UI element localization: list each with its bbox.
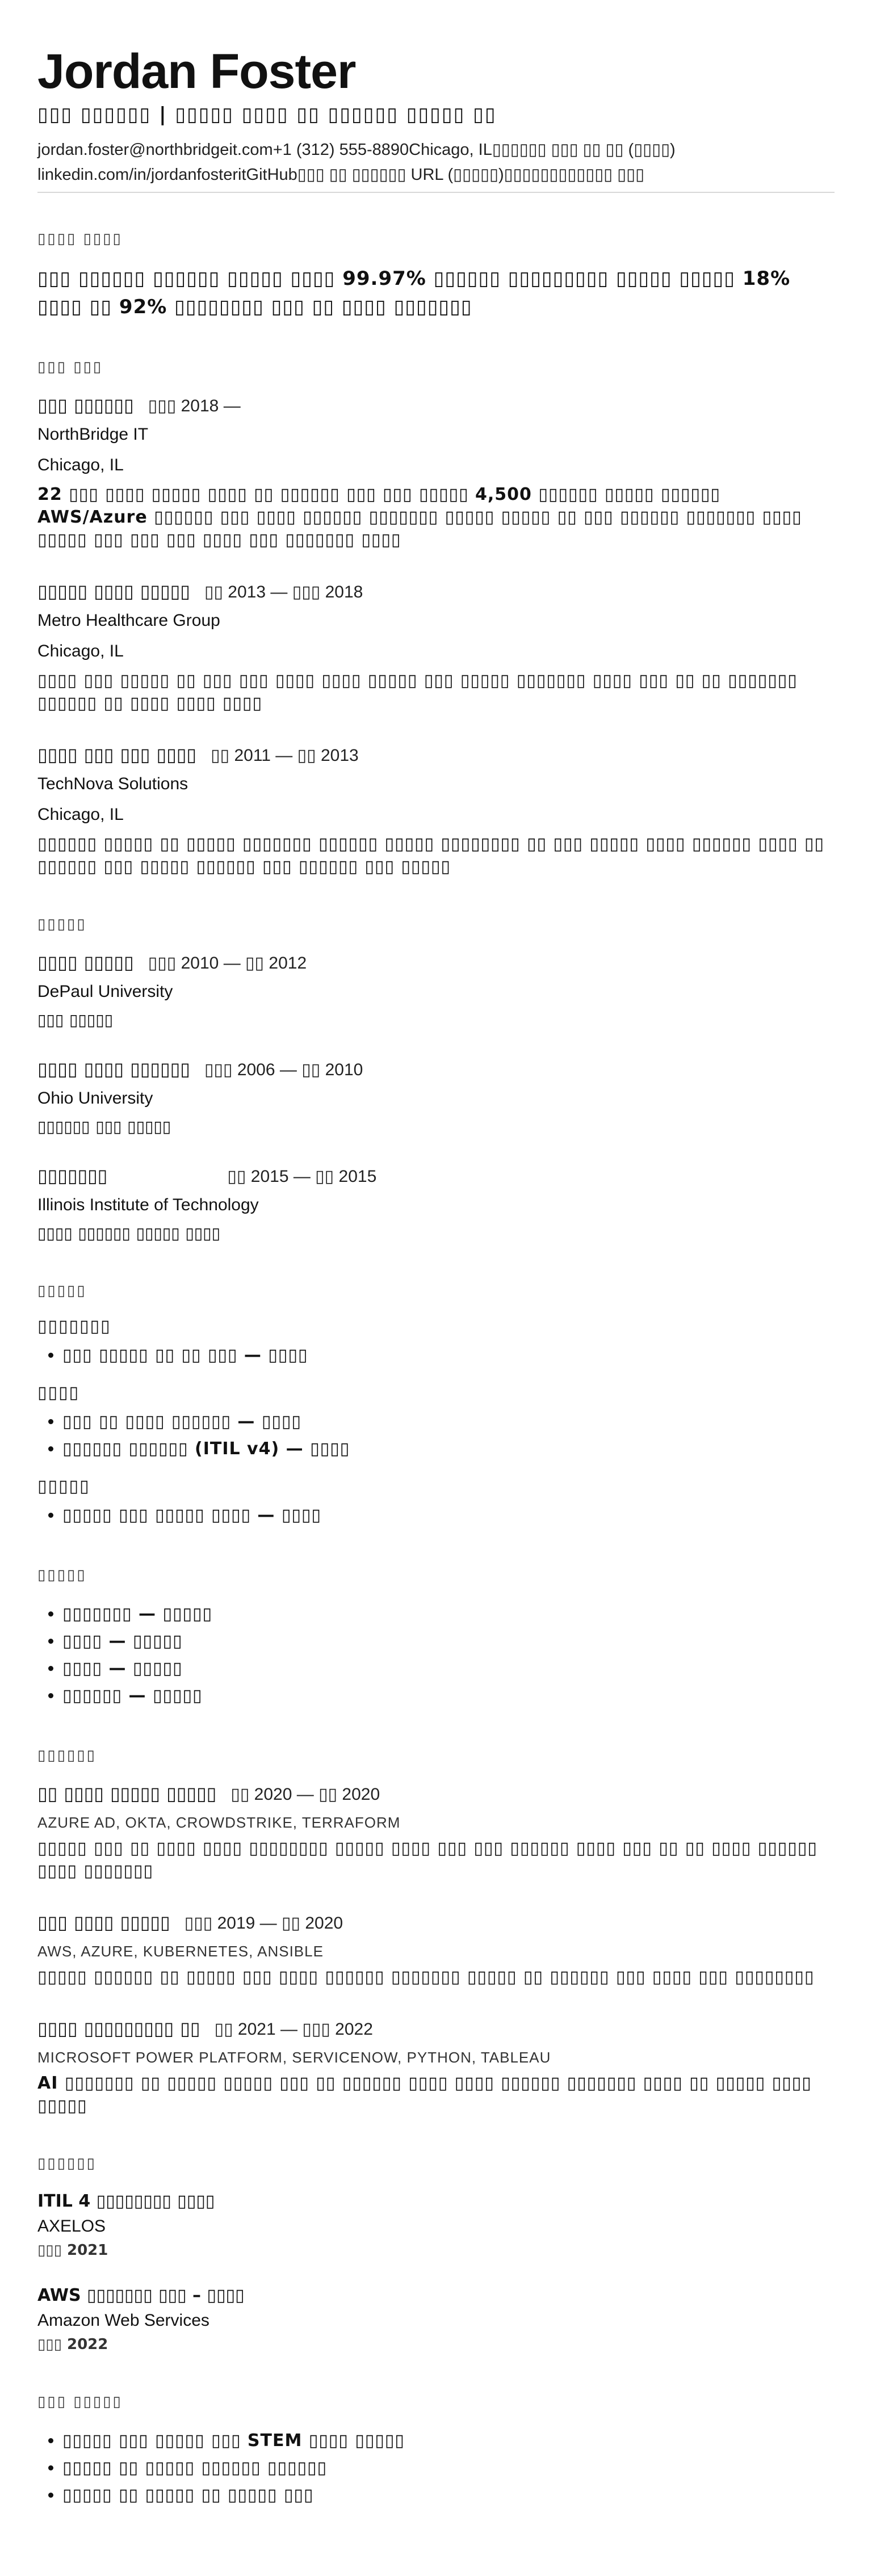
- job-title-line: [37, 579, 835, 605]
- job-location: Chicago, IL: [37, 642, 124, 660]
- skill-item: • ▯▯▯▯▯ ▯▯▯ ▯▯▯▯▯ ▯▯▯▯ — ▯▯▯▯: [62, 1502, 835, 1529]
- education-detail: ▯▯▯▯ ▯▯▯▯▯▯ ▯▯▯▯▯ ▯▯▯▯: [37, 1224, 220, 1243]
- job-title: ▯▯▯▯▯ ▯▯▯▯ ▯▯▯▯▯: [37, 580, 190, 602]
- project-name: ▯▯▯▯ ▯▯▯▯▯▯▯▯▯ ▯▯: [37, 2018, 200, 2039]
- project-description: ▯▯▯▯▯ ▯▯▯ ▯▯ ▯▯▯▯ ▯▯▯▯ ▯▯▯▯▯▯▯▯ ▯▯▯▯▯ ▯▯▯▯ ▯▯▯ ▯▯▯ ▯▯▯▯▯▯ ▯▯▯▯ ▯▯▯ ▯▯ ▯▯ ▯▯▯▯ ▯▯▯▯▯▯ ▯▯▯▯ ▯▯▯▯▯▯▯: [37, 1838, 818, 1881]
- degree-line: [37, 1057, 835, 1083]
- section-title: ▯▯▯▯▯: [37, 1282, 87, 1299]
- education-detail: ▯▯▯▯▯▯ ▯▯▯ ▯▯▯▯▯: [37, 1117, 171, 1136]
- language-item: • ▯▯▯▯▯▯▯ — ▯▯▯▯▯: [62, 1601, 835, 1628]
- other-note: ▯▯▯▯▯▯▯▯▯▯▯▯ ▯▯▯: [504, 166, 645, 184]
- employer: NorthBridge IT: [37, 425, 149, 444]
- projects-section: [37, 1747, 835, 2118]
- certification-issuer: AXELOS: [37, 2217, 106, 2236]
- volunteer-section: [37, 2393, 835, 2509]
- school: DePaul University: [37, 982, 173, 1001]
- school: Illinois Institute of Technology: [37, 1196, 259, 1214]
- project-name: ▯▯▯ ▯▯▯▯ ▯▯▯▯▯: [37, 1912, 170, 1933]
- job-description: ▯▯▯▯ ▯▯▯ ▯▯▯▯▯ ▯▯ ▯▯▯ ▯▯▯ ▯▯▯▯ ▯▯▯▯ ▯▯▯▯▯ ▯▯▯ ▯▯▯▯▯ ▯▯▯▯▯▯▯ ▯▯▯▯ ▯▯▯ ▯▯ ▯▯ ▯▯▯▯▯▯▯ ▯▯▯▯▯▯ ▯▯ ▯▯▯▯ ▯▯▯▯ ▯▯▯▯: [37, 671, 798, 713]
- project-description: ▯▯▯▯▯ ▯▯▯▯▯▯ ▯▯ ▯▯▯▯▯ ▯▯▯ ▯▯▯▯ ▯▯▯▯▯▯ ▯▯▯▯▯▯▯ ▯▯▯▯▯ ▯▯ ▯▯▯▯▯▯ ▯▯▯ ▯▯▯▯ ▯▯▯ ▯▯▯▯▯▯▯▯: [37, 1967, 815, 1987]
- skill-group-title: ▯▯▯▯▯: [37, 1476, 90, 1496]
- volunteer-item: • ▯▯▯▯▯ ▯▯ ▯▯▯▯▯ ▯▯ ▯▯▯▯▯ ▯▯▯: [62, 2482, 835, 2509]
- job-dates: ▯▯▯ 2018 —: [148, 397, 241, 415]
- project-dates: ▯▯▯ 2019 — ▯▯ 2020: [184, 1914, 343, 1933]
- section-title: ▯▯▯▯▯▯: [37, 2155, 97, 2172]
- volunteer-list: [37, 2427, 835, 2509]
- degree-line: [37, 1163, 835, 1189]
- project-title-line: [37, 2016, 835, 2042]
- school: Ohio University: [37, 1089, 153, 1108]
- job-entry: [37, 742, 835, 878]
- certifications-section: [37, 2155, 835, 2356]
- section-title: ▯▯▯ ▯▯▯: [37, 359, 103, 376]
- skill-group-title: ▯▯▯▯: [37, 1383, 80, 1403]
- education-entry: [37, 950, 835, 1032]
- header-divider: [37, 192, 835, 193]
- job-dates: ▯▯ 2011 — ▯▯ 2013: [211, 746, 359, 765]
- github-note: ▯▯▯ ▯▯ ▯▯▯▯▯▯ URL (▯▯▯▯▯): [297, 166, 504, 184]
- summary-text: ▯▯▯ ▯▯▯▯▯▯ ▯▯▯▯▯▯ ▯▯▯▯▯ ▯▯▯▯ 99.97% ▯▯▯▯▯▯ ▯▯▯▯▯▯▯▯▯ ▯▯▯▯▯ ▯▯▯▯▯ 18% ▯▯▯▯ ▯▯ 92% ▯▯▯▯▯▯▯▯ ▯▯▯ ▯▯ ▯▯▯▯ ▯▯▯▯▯▯▯: [37, 267, 791, 318]
- volunteer-item: • ▯▯▯▯▯ ▯▯▯ ▯▯▯▯▯ ▯▯▯ STEM ▯▯▯▯ ▯▯▯▯▯: [62, 2427, 835, 2455]
- job-description: ▯▯▯▯▯▯ ▯▯▯▯▯ ▯▯ ▯▯▯▯▯ ▯▯▯▯▯▯▯ ▯▯▯▯▯▯ ▯▯▯▯▯ ▯▯▯▯▯▯▯▯ ▯▯ ▯▯▯ ▯▯▯▯▯ ▯▯▯▯ ▯▯▯▯▯▯ ▯▯▯▯ ▯▯ ▯▯▯▯▯▯ ▯▯▯ ▯▯▯▯▯ ▯▯▯▯▯▯ ▯▯▯ ▯▯▯▯▯▯ ▯▯▯ ▯▯▯▯▯: [37, 834, 824, 877]
- education-section: [37, 916, 835, 1245]
- candidate-name: Jordan Foster: [37, 44, 356, 99]
- skill-list: [37, 1342, 835, 1369]
- skill-item: • ▯▯▯▯▯▯ ▯▯▯▯▯▯ (ITIL v4) — ▯▯▯▯: [62, 1436, 835, 1463]
- employer: Metro Healthcare Group: [37, 611, 220, 630]
- project-title-line: [37, 1781, 835, 1807]
- section-title: ▯▯▯▯▯▯: [37, 1747, 97, 1764]
- job-entry: [37, 579, 835, 715]
- certification-name: ITIL 4 ▯▯▯▯▯▯▯▯ ▯▯▯▯: [37, 2191, 215, 2211]
- job-dates: ▯▯ 2013 — ▯▯▯ 2018: [204, 583, 363, 601]
- language-item: • ▯▯▯▯ — ▯▯▯▯▯: [62, 1655, 835, 1682]
- project-tech: MICROSOFT POWER PLATFORM, SERVICENOW, PYTHON, TABLEAU: [37, 2049, 551, 2066]
- contact-row-1: [37, 137, 835, 162]
- language-item: • ▯▯▯▯ — ▯▯▯▯▯: [62, 1628, 835, 1655]
- certification-entry: [37, 2189, 835, 2262]
- degree: ▯▯▯▯▯▯▯: [37, 1165, 108, 1186]
- project-dates: ▯▯ 2021 — ▯▯▯ 2022: [214, 2020, 373, 2039]
- contact-row-2: [37, 162, 835, 187]
- project-entry: [37, 1910, 835, 1989]
- language-list: [37, 1601, 835, 1710]
- languages-section: [37, 1567, 835, 1710]
- project-entry: [37, 1781, 835, 1883]
- section-title: ▯▯▯▯▯: [37, 1567, 87, 1584]
- experience-section: [37, 359, 835, 878]
- project-title-line: [37, 1910, 835, 1936]
- education-entry: [37, 1163, 835, 1245]
- location: Chicago, IL: [409, 141, 492, 159]
- certification-date: ▯▯▯ 2021: [37, 2242, 108, 2259]
- degree: ▯▯▯▯ ▯▯▯▯ ▯▯▯▯▯▯: [37, 1058, 190, 1080]
- education-dates: ▯▯▯ 2006 — ▯▯ 2010: [204, 1060, 363, 1079]
- github-link[interactable]: GitHub: [246, 166, 297, 184]
- project-tech: AZURE AD, OKTA, CROWDSTRIKE, TERRAFORM: [37, 1814, 401, 1831]
- job-description: 22 ▯▯▯ ▯▯▯▯ ▯▯▯▯▯ ▯▯▯▯ ▯▯ ▯▯▯▯▯▯ ▯▯▯ ▯▯▯ ▯▯▯▯▯ 4,500 ▯▯▯▯▯▯ ▯▯▯▯▯ ▯▯▯▯▯▯ AWS/Azure ▯▯▯▯▯▯ ▯▯▯ ▯▯▯▯ ▯▯▯▯▯▯ ▯▯▯▯▯▯▯ ▯▯▯▯▯ ▯▯▯▯▯ ▯▯ ▯▯▯ ▯▯▯▯▯▯ ▯▯▯▯▯▯▯ ▯▯▯▯ ▯▯▯▯▯ ▯▯▯ ▯▯▯ ▯▯▯ ▯▯▯▯ ▯▯▯ ▯▯▯▯▯▯▯ ▯▯▯▯: [37, 485, 802, 550]
- skill-list: [37, 1408, 835, 1463]
- skill-list: [37, 1502, 835, 1529]
- certification-entry: [37, 2283, 835, 2356]
- education-dates: ▯▯ 2015 — ▯▯ 2015: [227, 1167, 377, 1186]
- project-name: ▯▯ ▯▯▯▯ ▯▯▯▯▯ ▯▯▯▯▯: [37, 1783, 217, 1804]
- headline: ▯▯▯ ▯▯▯▯▯▯ | ▯▯▯▯▯ ▯▯▯▯ ▯▯ ▯▯▯▯▯▯ ▯▯▯▯▯ ▯▯: [37, 103, 497, 126]
- skills-section: [37, 1282, 835, 1529]
- contact-note: ▯▯▯▯▯▯ ▯▯▯ ▯▯ ▯▯ (▯▯▯▯): [492, 141, 676, 159]
- skill-item: • ▯▯▯ ▯▯▯▯▯ ▯▯ ▯▯ ▯▯▯ — ▯▯▯▯: [62, 1342, 835, 1369]
- linkedin-link[interactable]: linkedin.com/in/jordanfosterit: [37, 166, 246, 184]
- degree-line: [37, 950, 835, 976]
- contact-block: [37, 137, 835, 187]
- job-title: ▯▯▯▯ ▯▯▯ ▯▯▯ ▯▯▯▯: [37, 744, 196, 765]
- job-location: Chicago, IL: [37, 805, 124, 824]
- certification-name: AWS ▯▯▯▯▯▯▯ ▯▯▯ – ▯▯▯▯: [37, 2285, 245, 2305]
- project-dates: ▯▯ 2020 — ▯▯ 2020: [230, 1785, 380, 1804]
- phone-number: +1 (312) 555-8890: [272, 141, 409, 159]
- volunteer-item: • ▯▯▯▯▯ ▯▯ ▯▯▯▯▯ ▯▯▯▯▯▯ ▯▯▯▯▯▯: [62, 2455, 835, 2482]
- job-title-line: [37, 742, 835, 768]
- job-title-line: [37, 393, 835, 419]
- job-location: Chicago, IL: [37, 456, 124, 474]
- section-title: ▯▯▯▯▯: [37, 916, 87, 933]
- education-detail: ▯▯▯ ▯▯▯▯▯: [37, 1011, 114, 1029]
- certification-date: ▯▯▯ 2022: [37, 2336, 108, 2353]
- skill-item: • ▯▯▯ ▯▯ ▯▯▯▯ ▯▯▯▯▯▯ — ▯▯▯▯: [62, 1408, 835, 1436]
- employer: TechNova Solutions: [37, 775, 188, 793]
- job-entry: [37, 393, 835, 552]
- project-tech: AWS, AZURE, KUBERNETES, ANSIBLE: [37, 1943, 324, 1960]
- job-title: ▯▯▯ ▯▯▯▯▯▯: [37, 394, 134, 416]
- education-entry: [37, 1057, 835, 1138]
- project-entry: [37, 2016, 835, 2118]
- skill-group-title: ▯▯▯▯▯▯▯: [37, 1316, 111, 1336]
- project-description: AI ▯▯▯▯▯▯▯ ▯▯ ▯▯▯▯▯ ▯▯▯▯▯ ▯▯▯ ▯▯ ▯▯▯▯▯▯ ▯▯▯▯ ▯▯▯▯ ▯▯▯▯▯▯ ▯▯▯▯▯▯▯ ▯▯▯▯ ▯▯ ▯▯▯▯▯ ▯▯▯▯ ▯▯▯▯▯: [37, 2073, 812, 2116]
- email-link[interactable]: jordan.foster@northbridgeit.com: [37, 141, 273, 159]
- section-title: ▯▯▯▯ ▯▯▯▯: [37, 230, 123, 247]
- language-item: • ▯▯▯▯▯▯ — ▯▯▯▯▯: [62, 1682, 835, 1710]
- education-dates: ▯▯▯ 2010 — ▯▯ 2012: [148, 954, 307, 973]
- summary-section: [37, 230, 835, 321]
- certification-issuer: Amazon Web Services: [37, 2311, 209, 2330]
- degree: ▯▯▯▯ ▯▯▯▯▯: [37, 952, 134, 973]
- section-title: ▯▯▯ ▯▯▯▯▯: [37, 2393, 123, 2410]
